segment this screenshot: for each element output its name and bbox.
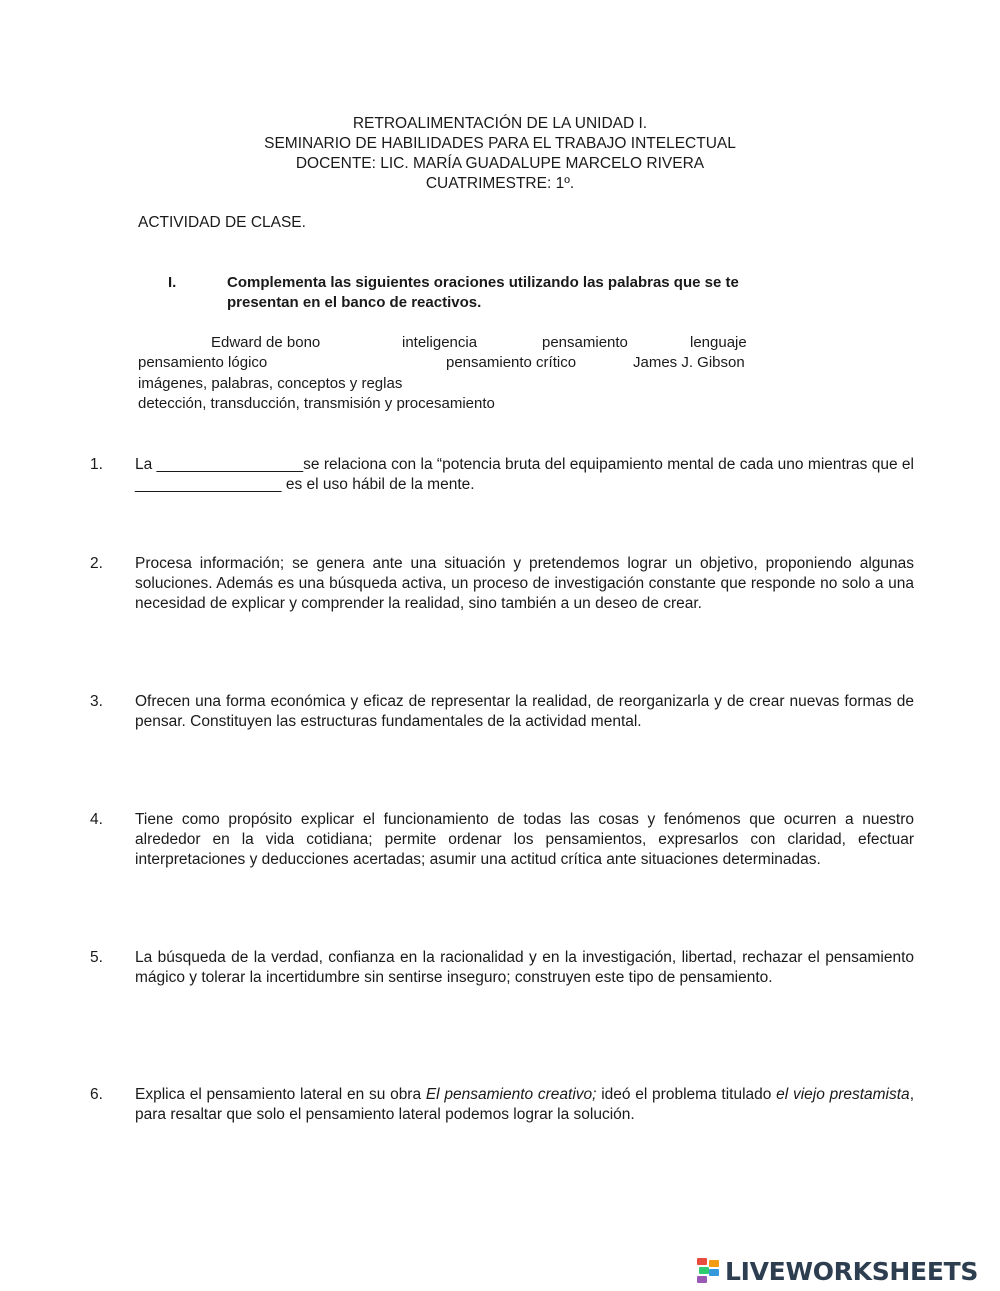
problem-title: el viejo prestamista <box>776 1086 910 1103</box>
question-text: Ofrecen una forma económica y eficaz de representar la realidad, de reorganizarla y de crear nuevas formas de pensar. Constituyen las estructuras fundamentales de la actividad mental. <box>135 693 914 730</box>
instruction-text <box>227 273 807 313</box>
question-text-segment: , para resaltar que solo el pensamiento lateral podemos lograr la solución. <box>135 1086 914 1123</box>
word-bank-item: James J. Gibson <box>633 354 745 371</box>
word-bank-item: lenguaje <box>690 334 747 351</box>
word-bank-item: pensamiento crítico <box>446 354 577 371</box>
question-text-segment: ideó el problema titulado <box>596 1086 777 1103</box>
logo-text: LIVEWORKSHEETS <box>725 1256 979 1286</box>
question-text: Tiene como propósito explicar el funcionamiento de todas las cosas y fenómenos que ocurren a nuestro alrededor en la vida cotidiana; permite ordenar los pensamientos, expresarlos con claridad, efectuar interpretaciones y deducciones acertadas; asumir una actitud crítica ante situaciones determinadas. <box>135 811 914 868</box>
question-text: La búsqueda de la verdad, confianza en la racionalidad y en la investigación, libertad, rechazar el pensamiento mágico y tolerar la incertidumbre sin sentirse inseguro; construyen este tipo de pensamiento. <box>135 949 914 986</box>
question-number: 6. <box>90 1086 103 1103</box>
activity-title: ACTIVIDAD DE CLASE. <box>138 214 306 231</box>
book-title: El pensamiento creativo; <box>425 1086 597 1103</box>
logo-blocks-icon <box>697 1258 721 1284</box>
question-text-segment: Explica el pensamiento lateral en su obra <box>135 1086 426 1103</box>
header-teacher: DOCENTE: LIC. MARÍA GUADALUPE MARCELO RIVERA <box>295 155 705 172</box>
header-term: CUATRIMESTRE: 1º. <box>425 175 575 192</box>
word-bank-item: Edward de bono <box>211 334 321 351</box>
question-number: 1. <box>90 456 103 473</box>
question-text: Procesa información; se genera ante una situación y pretendemos lograr un objetivo, proponiendo algunas soluciones. Además es una búsqueda activa, un proceso de investigación constante que responde no solo a una necesidad de explicar y comprender la realidad, sino también a un deseo de crear. <box>135 555 914 612</box>
question-number: 2. <box>90 555 103 572</box>
instruction-number: I. <box>168 274 177 291</box>
instruction-line-1: Complementa las siguientes oraciones utilizando las palabras que se te <box>227 274 739 291</box>
header-seminar: SEMINARIO DE HABILIDADES PARA EL TRABAJO INTELECTUAL <box>264 135 736 152</box>
word-bank-item: pensamiento lógico <box>138 354 268 371</box>
word-bank-item: inteligencia <box>402 334 478 351</box>
word-bank-item: detección, transducción, transmisión y procesamiento <box>138 395 495 412</box>
question-number: 5. <box>90 949 103 966</box>
word-bank-item: imágenes, palabras, conceptos y reglas <box>138 375 403 392</box>
question-number: 4. <box>90 811 103 828</box>
header-title: RETROALIMENTACIÓN DE LA UNIDAD I. <box>352 115 648 132</box>
instruction-line-2: presentan en el banco de reactivos. <box>227 294 482 311</box>
question-text <box>135 1085 914 1125</box>
question-text: La _________________se relaciona con la “potencia bruta del equipamiento mental de cada uno mientras que el _________________ es el uso hábil de la mente. <box>135 456 914 493</box>
liveworksheets-logo <box>697 1257 978 1285</box>
word-bank-item: pensamiento <box>542 334 628 351</box>
document-header <box>0 114 1000 194</box>
question-number: 3. <box>90 693 103 710</box>
